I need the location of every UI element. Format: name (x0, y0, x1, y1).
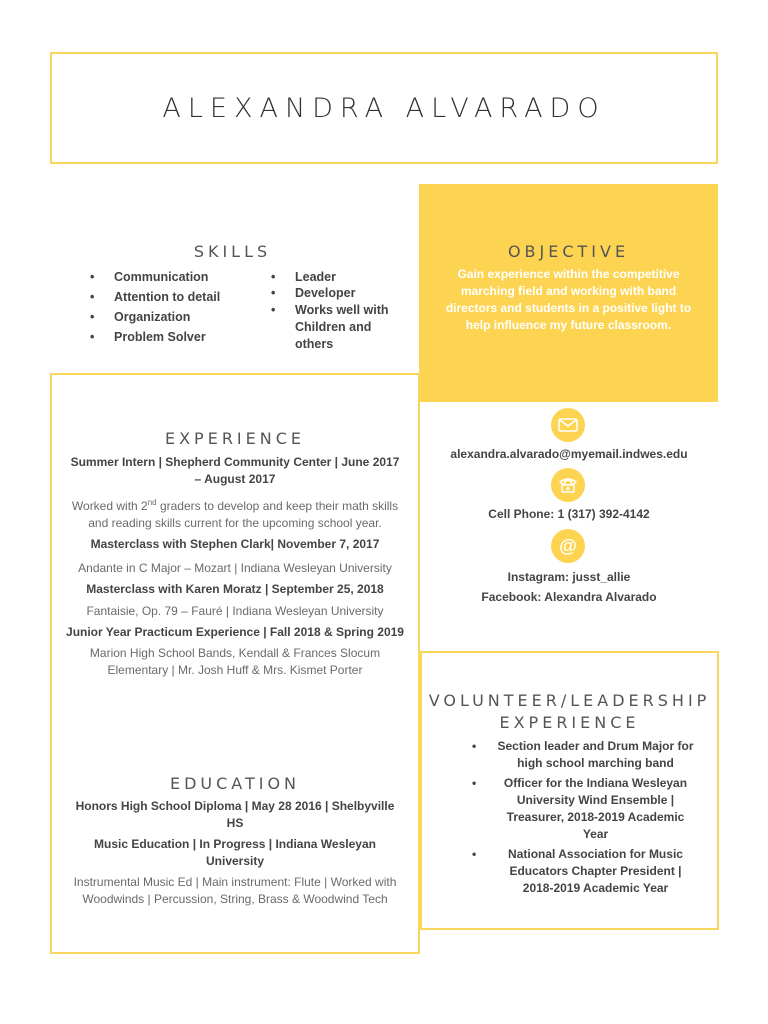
list-item: • Section leader and Drum Major for high school marching band (470, 738, 695, 772)
experience-desc: Marion High School Bands, Kendall & Frances Slocum Elementary | Mr. Josh Huff & Mrs. Kismet Porter (89, 646, 381, 677)
volunteer-heading-line2: EXPERIENCE (499, 713, 640, 732)
skills-list-left (88, 270, 258, 344)
experience-desc: Andante in C Major – Mozart | Indiana Wesleyan University (78, 561, 392, 575)
volunteer-heading (420, 690, 719, 734)
list-item: • National Association for Music Educators Chapter President | 2018-2019 Academic Year (470, 846, 695, 897)
experience-title: Summer Intern | Shepherd Community Center | June 2017 – August 2017 (70, 455, 400, 486)
name-header (50, 52, 718, 164)
objective-heading: OBJECTIVE (507, 242, 630, 261)
education-title: Music Education | In Progress | Indiana Wesleyan University (94, 837, 376, 868)
skills-section (60, 240, 405, 365)
skills-heading: SKILLS (193, 242, 272, 261)
volunteer-list (470, 738, 695, 897)
list-item: • Officer for the Indiana Wesleyan University Wind Ensemble | Treasurer, 2018-2019 Academic Year (470, 775, 695, 843)
list-item: • Developer (269, 286, 399, 300)
education-title: Honors High School Diploma | May 28 2016 | Shelbyville HS (75, 799, 395, 830)
experience-title: Junior Year Practicum Experience | Fall 2018 & Spring 2019 (66, 625, 404, 639)
email-address[interactable]: alexandra.alvarado@myemail.indwes.edu (450, 447, 688, 461)
experience-title: Masterclass with Stephen Clark| November 7, 2017 (90, 537, 380, 551)
at-sign-icon: @ (551, 529, 585, 563)
cell-phone: Cell Phone: 1 (317) 392-4142 (488, 507, 650, 521)
list-item: • Leader (269, 270, 399, 284)
volunteer-heading-line1: VOLUNTEER/LEADERSHIP (428, 691, 711, 710)
experience-desc: Worked with 2nd graders to develop and keep their math skills and reading skills current for the upcoming school year. (71, 498, 399, 530)
experience-desc: Fantaisie, Op. 79 – Fauré | Indiana Wesleyan University (86, 604, 384, 618)
email-icon (551, 408, 585, 442)
list-item: • Problem Solver (88, 330, 258, 344)
list-item: • Works well with Children and others (269, 302, 399, 353)
list-item: • Organization (88, 310, 258, 324)
skills-list-right (269, 270, 399, 353)
instagram-handle: Instagram: jusst_allie (507, 570, 631, 584)
list-item: • Communication (88, 270, 258, 284)
objective-section (419, 184, 718, 402)
education-desc: Instrumental Music Ed | Main instrument: Flute | Worked with Woodwinds | Percussion, String, Brass & Woodwind Tech (73, 875, 397, 906)
objective-text: Gain experience within the competitive marching field and working with band directors and students in a positive light to help influence my future classroom. (445, 267, 692, 332)
education-list (66, 798, 404, 908)
education-heading: EDUCATION (169, 774, 301, 793)
experience-heading: EXPERIENCE (164, 429, 306, 448)
phone-icon (551, 468, 585, 502)
list-item: • Attention to detail (88, 290, 258, 304)
experience-title: Masterclass with Karen Moratz | September 25, 2018 (86, 582, 384, 596)
full-name: ALEXANDRA ALVARADO (162, 92, 606, 124)
experience-list (66, 454, 404, 679)
facebook-name: Facebook: Alexandra Alvarado (481, 590, 657, 604)
